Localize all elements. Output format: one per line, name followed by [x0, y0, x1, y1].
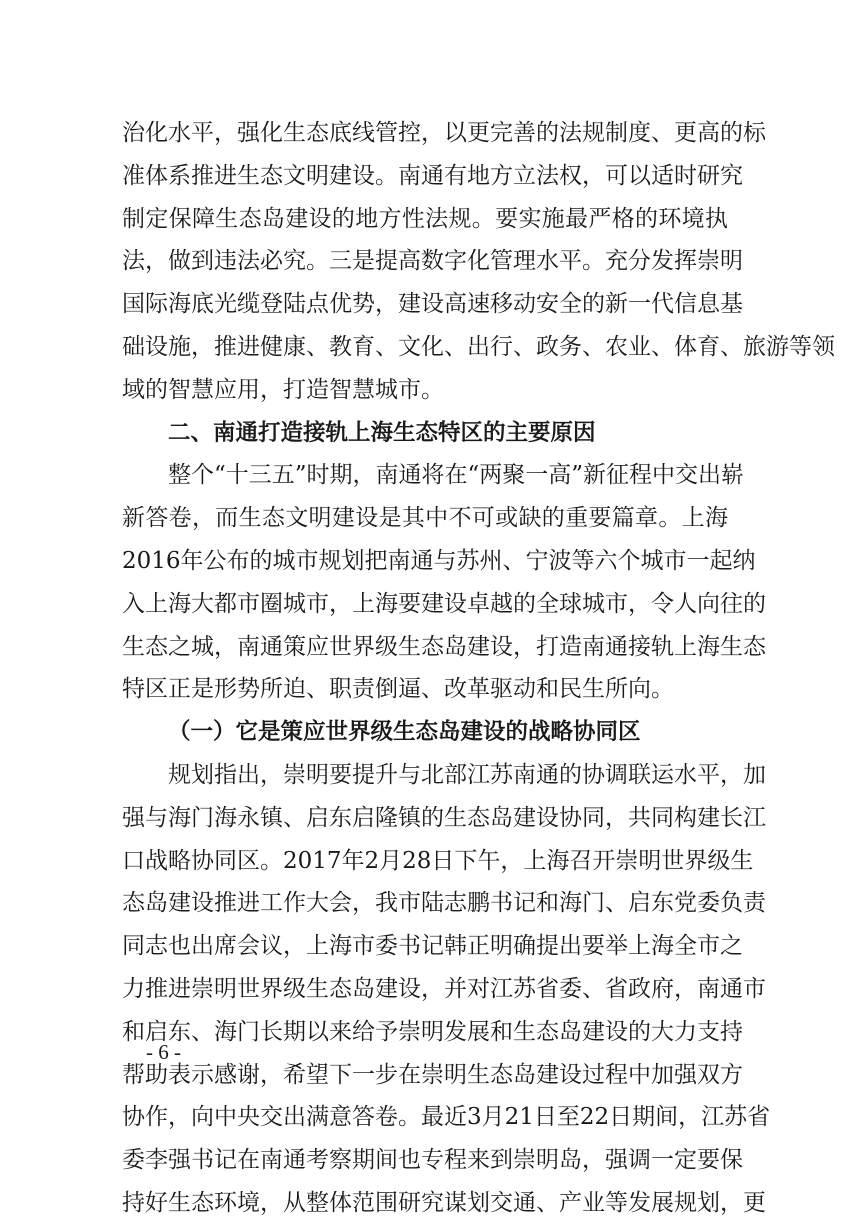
text-line: 治化水平，强化生态底线管控，以更完善的法规制度、更高的标: [122, 120, 766, 146]
text-line: 规划指出，崇明要提升与北部江苏南通的协调联运水平，加: [168, 761, 766, 788]
text-line: 法，做到违法必究。三是提高数字化管理水平。充分发挥崇明: [122, 248, 743, 275]
text-line: 强与海门海永镇、启东启隆镇的生态岛建设协同，共同构建长江: [122, 804, 766, 831]
text-line: 协作，向中央交出满意答卷。最近3月21日至22日期间，江苏省: [122, 1104, 771, 1131]
text-line: 域的智慧应用，打造智慧城市。: [122, 376, 444, 403]
text-line: 2016年公布的城市规划把南通与苏州、宁波等六个城市一起纳: [122, 547, 756, 574]
text-line: 整个“十三五”时期，南通将在“两聚一高”新征程中交出崭: [168, 462, 745, 489]
text-line: 准体系推进生态文明建设。南通有地方立法权，可以适时研究: [122, 162, 743, 189]
text-line: 生态之城，南通策应世界级生态岛建设，打造南通接轨上海生态: [122, 633, 766, 660]
text-line: 入上海大都市圈城市，上海要建设卓越的全球城市，令人向往的: [122, 590, 766, 617]
subsection-heading: （一）它是策应世界级生态岛建设的战略协同区: [168, 719, 641, 746]
text-line: 口战略协同区。2017年2月28日下午，上海召开崇明世界级生: [122, 847, 754, 874]
text-line: 础设施，推进健康、教育、文化、出行、政务、农业、体育、旅游等领: [122, 333, 835, 360]
page-number: - 6 -: [146, 1040, 181, 1064]
text-line: 帮助表示感谢，希望下一步在崇明生态岛建设过程中加强双方: [122, 1061, 743, 1088]
text-line: 新答卷，而生态文明建设是其中不可或缺的重要篇章。上海: [122, 505, 728, 532]
text-line: 委李强书记在南通考察期间也专程来到崇明岛，强调一定要保: [122, 1147, 743, 1174]
text-line: 同志也出席会议，上海市委书记韩正明确提出要举上海全市之: [122, 933, 743, 960]
body-text: [122, 112, 835, 1225]
text-line: 和启东、海门长期以来给予崇明发展和生态岛建设的大力支持: [122, 1018, 743, 1045]
text-line: 制定保障生态岛建设的地方性法规。要实施最严格的环境执: [122, 205, 728, 232]
text-line: 特区正是形势所迫、职责倒逼、改革驱动和民生所向。: [122, 676, 674, 703]
section-heading: 二、南通打造接轨上海生态特区的主要原因: [168, 419, 596, 446]
text-line: 力推进崇明世界级生态岛建设，并对江苏省委、省政府，南通市: [122, 975, 766, 1002]
text-line: 持好生态环境，从整体范围研究谋划交通、产业等发展规划，更: [122, 1189, 766, 1216]
text-line: 态岛建设推进工作大会，我市陆志鹏书记和海门、启东党委负责: [122, 890, 766, 917]
text-line: 国际海底光缆登陆点优势，建设高速移动安全的新一代信息基: [122, 291, 743, 318]
